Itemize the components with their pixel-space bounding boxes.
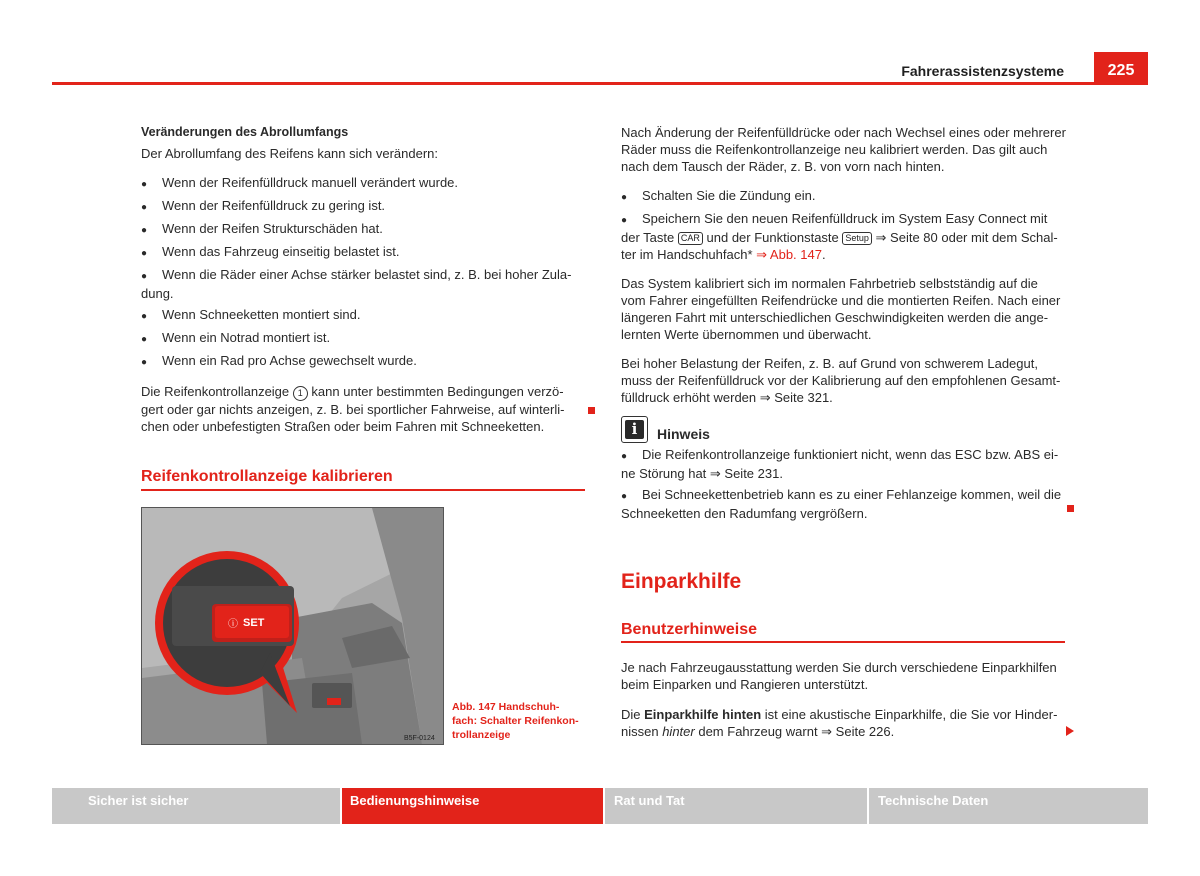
text: Schneeketten den Radumfang vergrößern. xyxy=(621,506,868,521)
subheading: Veränderungen des Abrollumfangs xyxy=(141,125,349,139)
section-rule xyxy=(141,489,585,491)
text: Räder muss die Reifenkontrollanzeige neu kalibriert werden. Das gilt auch xyxy=(621,142,1048,157)
set-button-label: SET xyxy=(243,617,265,629)
text: Das System kalibriert sich im normalen Fahrbetrieb selbstständig auf die xyxy=(621,276,1038,291)
text: lernten Werte übernommen und überwacht. xyxy=(621,327,872,342)
paragraph xyxy=(621,706,1081,740)
figure-caption xyxy=(452,700,592,742)
header-rule xyxy=(52,82,1148,85)
section-rule xyxy=(621,641,1065,643)
text: chen oder unbefestigten Straßen oder beim Fahren mit Schneeketten. xyxy=(141,419,545,434)
continue-arrow-icon xyxy=(1066,726,1074,736)
text: Bei Schneekettenbetrieb kann es zu einer Fehlanzeige kommen, weil die xyxy=(642,487,1062,502)
tab-bedienungshinweise[interactable]: Bedienungshinweise xyxy=(342,788,603,824)
text: vom Fahrer eingefüllten Reifendrücke und die montierten Reifen. Nach einer xyxy=(621,293,1061,308)
right-column xyxy=(621,124,1081,406)
text: beim Einparken und Rangieren unterstützt. xyxy=(621,677,869,692)
list-item: ● Wenn die Räder einer Achse stärker belastet sind, z. B. bei hoher Zula- xyxy=(141,266,591,285)
page-number: 225 xyxy=(1094,52,1148,85)
text: gert oder gar nichts anzeigen, z. B. bei sportlicher Fahrweise, auf winterli- xyxy=(141,402,565,417)
text: Die xyxy=(621,707,645,722)
italic-term: hinter xyxy=(662,724,695,739)
bold-term: Einparkhilfe hinten xyxy=(644,707,762,722)
text: ne Störung hat ⇒ Seite 231. xyxy=(621,466,783,481)
bullet-list xyxy=(141,174,591,371)
paragraph xyxy=(141,383,591,435)
paragraph xyxy=(621,355,1081,406)
text: längeren Fahrt mit unterschiedlichen Geschwindigkeiten werden die ange- xyxy=(621,310,1049,325)
info-icon: i xyxy=(621,416,648,443)
text: nissen xyxy=(621,724,663,739)
caption-line: Abb. 147 Handschuh- xyxy=(452,701,560,713)
chapter-heading: Einparkhilfe xyxy=(621,570,742,593)
step-item: ● Speichern Sie den neuen Reifenfülldruck im System Easy Connect mit der Taste CAR und der Funktionstaste Setup ⇒ Seite 80 oder mit dem Schal- ter im Handschuhfach* ⇒ Abb. 147. xyxy=(621,211,1058,262)
list-item: ● Wenn das Fahrzeug einseitig belastet ist. xyxy=(141,243,591,262)
list-item: ● Wenn der Reifenfülldruck zu gering ist. xyxy=(141,197,591,216)
dashboard-illustration xyxy=(142,508,443,744)
paragraph xyxy=(621,659,1081,693)
figure-link[interactable]: ⇒ Abb. 147 xyxy=(756,247,822,262)
text: Speichern Sie den neuen Reifenfülldruck im System Easy Connect mit xyxy=(642,211,1048,226)
text: ter im Handschuhfach* xyxy=(621,247,753,262)
list-item-continuation: dung. xyxy=(141,286,174,301)
text: . xyxy=(821,247,826,262)
callout-number: 1 xyxy=(293,386,308,401)
list-item: ● Wenn der Reifenfülldruck manuell verändert wurde. xyxy=(141,174,591,193)
section-end-mark xyxy=(588,407,595,414)
note-body: ● Die Reifenkontrollanzeige funktioniert nicht, wenn das ESC bzw. ABS ei- ne Störung hat ⇒ Seite 231. ● Bei Schneekettenbetrieb kann es zu einer Fehlanzeige kommen, weil die Schneeketten den Radumfang vergrößern. xyxy=(621,446,1071,522)
list-item: ● Wenn ein Rad pro Achse gewechselt wurde. xyxy=(141,352,591,371)
text: Die Reifenkontrollanzeige xyxy=(141,384,290,399)
text: Bei hoher Belastung der Reifen, z. B. auf Grund von schwerem Ladegut, xyxy=(621,356,1038,371)
text: ist eine akustische Einparkhilfe, die Sie vor Hinder- xyxy=(761,707,1058,722)
text: Nach Änderung der Reifenfülldrücke oder nach Wechsel eines oder mehrerer xyxy=(621,125,1066,140)
tab-rat-und-tat[interactable]: Rat und Tat xyxy=(605,788,867,824)
caption-line: trollanzeige xyxy=(452,729,511,741)
paragraph xyxy=(621,124,1081,175)
setup-key-icon: Setup xyxy=(842,232,872,245)
left-column xyxy=(141,124,591,435)
text: Die Reifenkontrollanzeige funktioniert nicht, wenn das ESC bzw. ABS ei- xyxy=(642,447,1059,462)
text: muss der Reifenfülldruck vor der Kalibrierung auf den empfohlenen Gesamt- xyxy=(621,373,1061,388)
car-key-icon: CAR xyxy=(678,232,703,245)
svg-text:ⓘ: ⓘ xyxy=(228,619,238,630)
figure-code: B5F-0124 xyxy=(404,735,435,742)
text: kann unter bestimmten Bedingungen verzö- xyxy=(311,384,564,399)
note-title: Hinweis xyxy=(657,426,710,442)
text: nach dem Tausch der Räder, z. B. von vorn nach hinten. xyxy=(621,159,945,174)
text: dem Fahrzeug warnt ⇒ Seite 226. xyxy=(694,724,895,739)
section-heading: Benutzerhinweise xyxy=(621,621,758,638)
step-item: ● Schalten Sie die Zündung ein. xyxy=(621,187,1081,206)
section-heading: Reifenkontrollanzeige kalibrieren xyxy=(141,468,393,485)
list-item: ● Wenn ein Notrad montiert ist. xyxy=(141,329,591,348)
text: fülldruck erhöht werden ⇒ Seite 321. xyxy=(621,390,833,405)
list-item: ● Wenn der Reifen Strukturschäden hat. xyxy=(141,220,591,239)
intro-text: Der Abrollumfang des Reifens kann sich verändern: xyxy=(141,146,438,161)
paragraph xyxy=(621,275,1081,343)
text: Je nach Fahrzeugausstattung werden Sie durch verschiedene Einparkhilfen xyxy=(621,660,1057,675)
text: ⇒ Seite 80 oder mit dem Schal- xyxy=(875,230,1058,245)
text: der Taste xyxy=(621,230,675,245)
caption-line: fach: Schalter Reifenkon- xyxy=(452,715,579,727)
list-item: ● Wenn Schneeketten montiert sind. xyxy=(141,306,591,325)
tab-technische-daten[interactable]: Technische Daten xyxy=(869,788,1148,824)
figure-image xyxy=(141,507,444,745)
running-header-title: Fahrerassistenzsysteme xyxy=(901,63,1064,79)
text: und der Funktionstaste xyxy=(706,230,839,245)
tab-sicher-ist-sicher[interactable]: Sicher ist sicher xyxy=(52,788,340,824)
section-end-mark xyxy=(1067,505,1074,512)
